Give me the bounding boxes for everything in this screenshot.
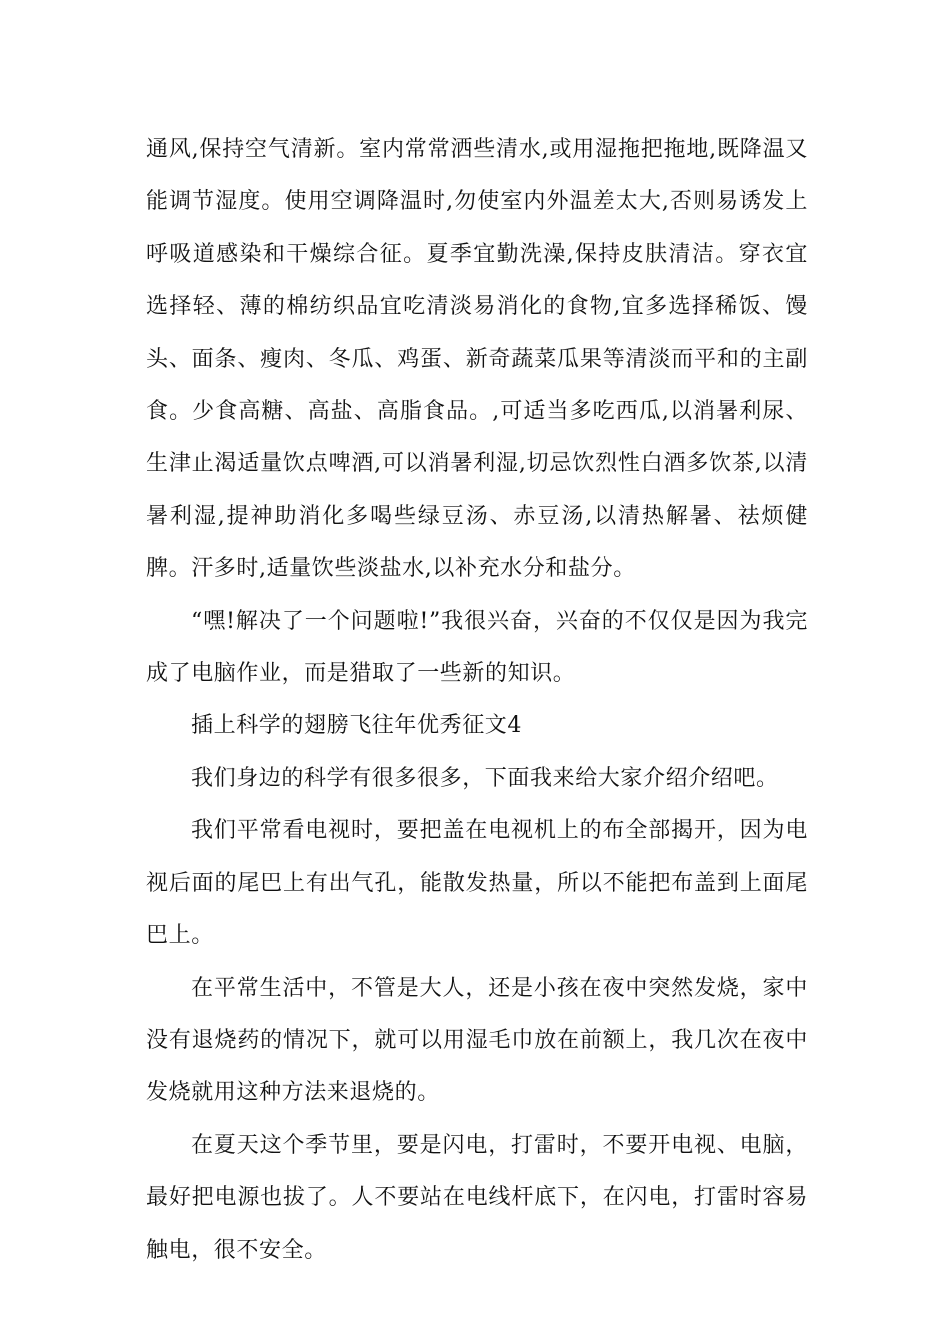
section-heading: 插上科学的翅膀飞往年优秀征文4 — [191, 713, 522, 739]
body-paragraph-3: 我们身边的科学有很多很多，下面我来给大家介绍介绍吧。 — [191, 765, 779, 791]
document-body — [146, 124, 808, 1277]
body-paragraph-6: 在夏天这个季节里，要是闪电，打雷时，不要开电视、电脑，最好把电源也拔了。人不要站在电线杆底下，在闪电，打雷时容易触电，很不安全。 — [146, 1132, 808, 1263]
body-paragraph-4: 我们平常看电视时，要把盖在电视机上的布全部揭开，因为电视后面的尾巴上有出气孔，能散发热量，所以不能把布盖到上面尾巴上。 — [146, 818, 808, 949]
body-paragraph-5: 在平常生活中，不管是大人，还是小孩在夜中突然发烧，家中没有退烧药的情况下，就可以用湿毛巾放在前额上，我几次在夜中发烧就用这种方法来退烧的。 — [146, 975, 808, 1106]
body-paragraph-2: “嘿!解决了一个问题啦!”我很兴奋，兴奋的不仅仅是因为我完成了电脑作业，而是猎取了一些新的知识。 — [146, 608, 808, 687]
body-paragraph-1: 通风,保持空气清新。室内常常洒些清水,或用湿拖把拖地,既降温又能调节湿度。使用空调降温时,勿使室内外温差太大,否则易诱发上呼吸道感染和干燥综合征。夏季宜勤洗澡,保持皮肤清洁。穿衣宜选择轻、薄的棉纺织品宜吃清淡易消化的食物,宜多选择稀饭、馒头、面条、瘦肉、冬瓜、鸡蛋、新奇蔬菜瓜果等清淡而平和的主副食。少食高糖、高盐、高脂食品。,可适当多吃西瓜,以消暑利尿、生津止渴适量饮点啤酒,可以消暑利湿,切忌饮烈性白酒多饮茶,以清暑利湿,提神助消化多喝些绿豆汤、赤豆汤,以清热解暑、祛烦健脾。汗多时,适量饮些淡盐水,以补充水分和盐分。 — [146, 137, 808, 582]
